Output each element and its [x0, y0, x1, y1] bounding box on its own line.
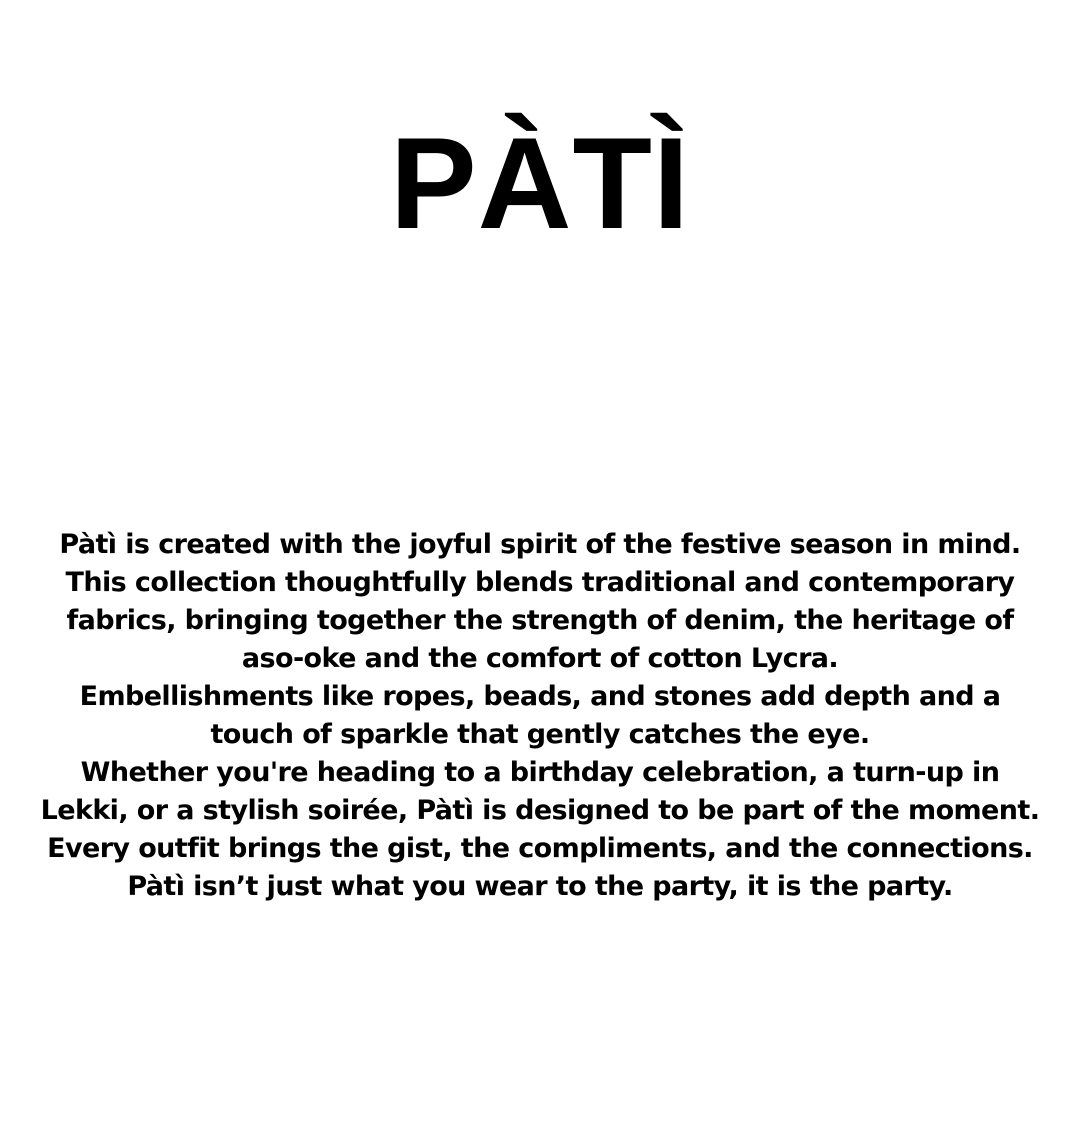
paragraph-closing: Pàtì isn’t just what you wear to the party, it is the party.	[127, 871, 953, 902]
description-block	[40, 526, 1040, 906]
paragraph-embellishments: Embellishments like ropes, beads, and stones add depth and a touch of sparkle that gently catches the eye.	[79, 681, 1001, 750]
page-title: PÀTÌ	[389, 110, 691, 256]
paragraph-intro: Pàtì is created with the joyful spirit of the festive season in mind. This collection thoughtfully blends traditional and contemporary fabrics, bringing together the strength of denim, the heritage of aso-oke and the comfort of cotton Lycra.	[59, 529, 1021, 674]
paragraph-occasions: Whether you're heading to a birthday celebration, a turn-up in Lekki, or a stylish soirée, Pàtì is designed to be part of the moment. Every outfit brings the gist, the compliments, and the connections.	[40, 757, 1040, 864]
